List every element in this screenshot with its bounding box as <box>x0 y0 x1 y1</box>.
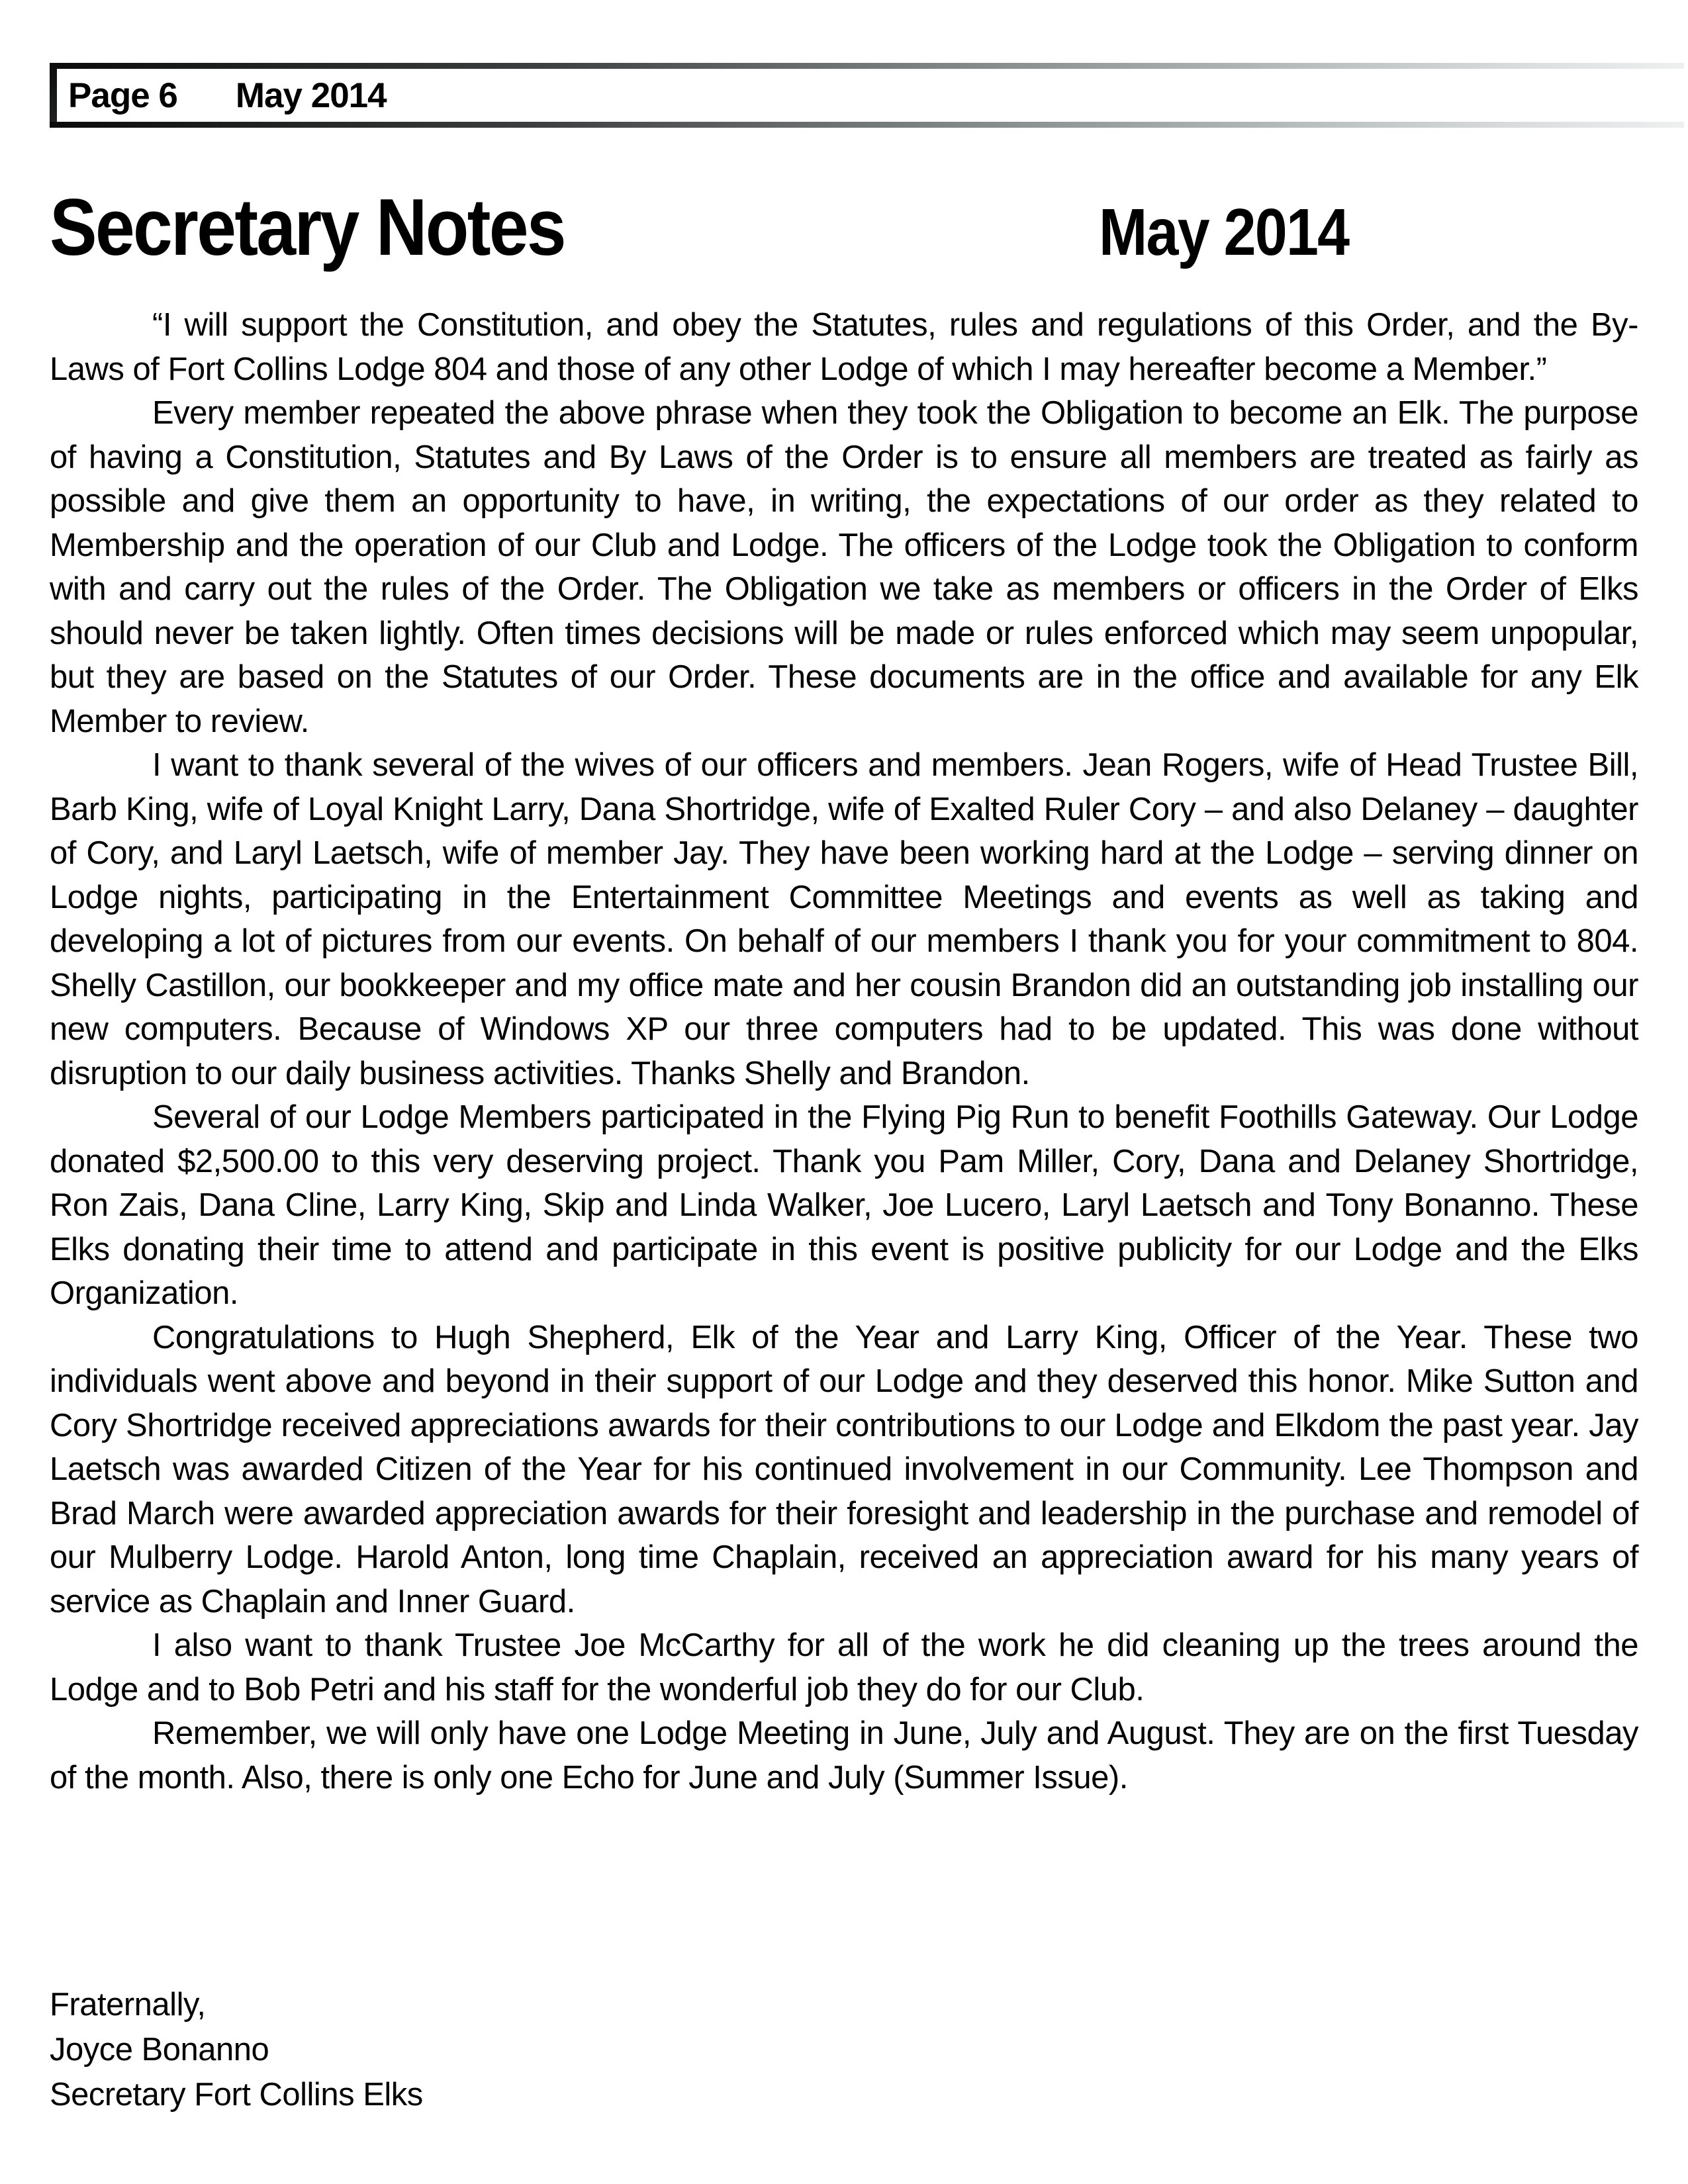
page-title: Secretary Notes <box>50 182 565 272</box>
signature-role: Secretary Fort Collins Elks <box>50 2077 423 2113</box>
article-paragraph: Remember, we will only have one Lodge Meeting in June, July and August. They are on the first Tuesday of the month. Also, there is only one Echo for June and July (Summer Issue). <box>50 1715 1638 1796</box>
page-header-box <box>50 63 1684 128</box>
article-paragraph: “I will support the Constitution, and obey the Statutes, rules and regulations of this Order, and the By-Laws of Fort Collins Lodge 804 and those of any other Lodge of which I may hereafter become a Member.” <box>50 307 1638 387</box>
article-paragraph: Congratulations to Hugh Shepherd, Elk of the Year and Larry King, Officer of the Year. These two individuals went above and beyond in their support of our Lodge and they deserved this honor. Mike Sutton and Cory Shortridge received appreciations awards for their contributions to our Lodge and Elkdom the past year. Jay Laetsch was awarded Citizen of the Year for his continued involvement in our Community. Lee Thompson and Brad March were awarded appreciation awards for their foresight and leadership in the purchase and remodel of our Mulberry Lodge. Harold Anton, long time Chaplain, received an appreciation award for his many years of service as Chaplain and Inner Guard. <box>50 1319 1638 1619</box>
header-rule-left <box>50 63 57 128</box>
header-issue-label: May 2014 <box>235 75 387 115</box>
article-paragraph: Every member repeated the above phrase when they took the Obligation to become an Elk. The purpose of having a Constitution, Statutes and By Laws of the Order is to ensure all members are treated as fairly as possible and give them an opportunity to have, in writing, the expectations of our order as they related to Membership and the operation of our Club and Lodge. The officers of the Lodge took the Obligation to conform with and carry out the rules of the Order. The Obligation we take as members or officers in the Order of Elks should never be taken lightly. Often times decisions will be made or rules enforced which may seem unpopular, but they are based on the Statutes of our Order. These documents are in the office and available for any Elk Member to review. <box>50 395 1638 739</box>
signature-name: Joyce Bonanno <box>50 2032 269 2068</box>
article-paragraph: I want to thank several of the wives of our officers and members. Jean Rogers, wife of Head Trustee Bill, Barb King, wife of Loyal Knight Larry, Dana Shortridge, wife of Exalted Ruler Cory – and also Delaney – daughter of Cory, and Laryl Laetsch, wife of member Jay. They have been working hard at the Lodge – serving dinner on Lodge nights, participating in the Entertainment Committee Meetings and events as well as taking and developing a lot of pictures from our events. On behalf of our members I thank you for your commitment to 804. Shelly Castillon, our bookkeeper and my office mate and her cousin Brandon did an outstanding job installing our new computers. Because of Windows XP our three computers had to be updated. This was done without disruption to our daily business activities. Thanks Shelly and Brandon. <box>50 747 1638 1091</box>
page-number-label: Page 6 <box>68 75 177 115</box>
header-text <box>68 63 387 128</box>
secretary-notes-article <box>50 303 1638 1799</box>
article-paragraph: Several of our Lodge Members participated in the Flying Pig Run to benefit Foothills Gateway. Our Lodge donated $2,500.00 to this very deserving project. Thank you Pam Miller, Cory, Dana and Delaney Shortridge, Ron Zais, Dana Cline, Larry King, Skip and Linda Walker, Joe Lucero, Laryl Laetsch and Tony Bonanno. These Elks donating their time to attend and participate in this event is positive publicity for our Lodge and the Elks Organization. <box>50 1099 1638 1311</box>
signature-closing: Fraternally, <box>50 1987 206 2023</box>
signature-block <box>50 1982 423 2117</box>
article-paragraph: I also want to thank Trustee Joe McCarthy for all of the work he did cleaning up the trees around the Lodge and to Bob Petri and his staff for the wonderful job they do for our Club. <box>50 1627 1638 1707</box>
title-issue-date: May 2014 <box>1099 195 1349 269</box>
